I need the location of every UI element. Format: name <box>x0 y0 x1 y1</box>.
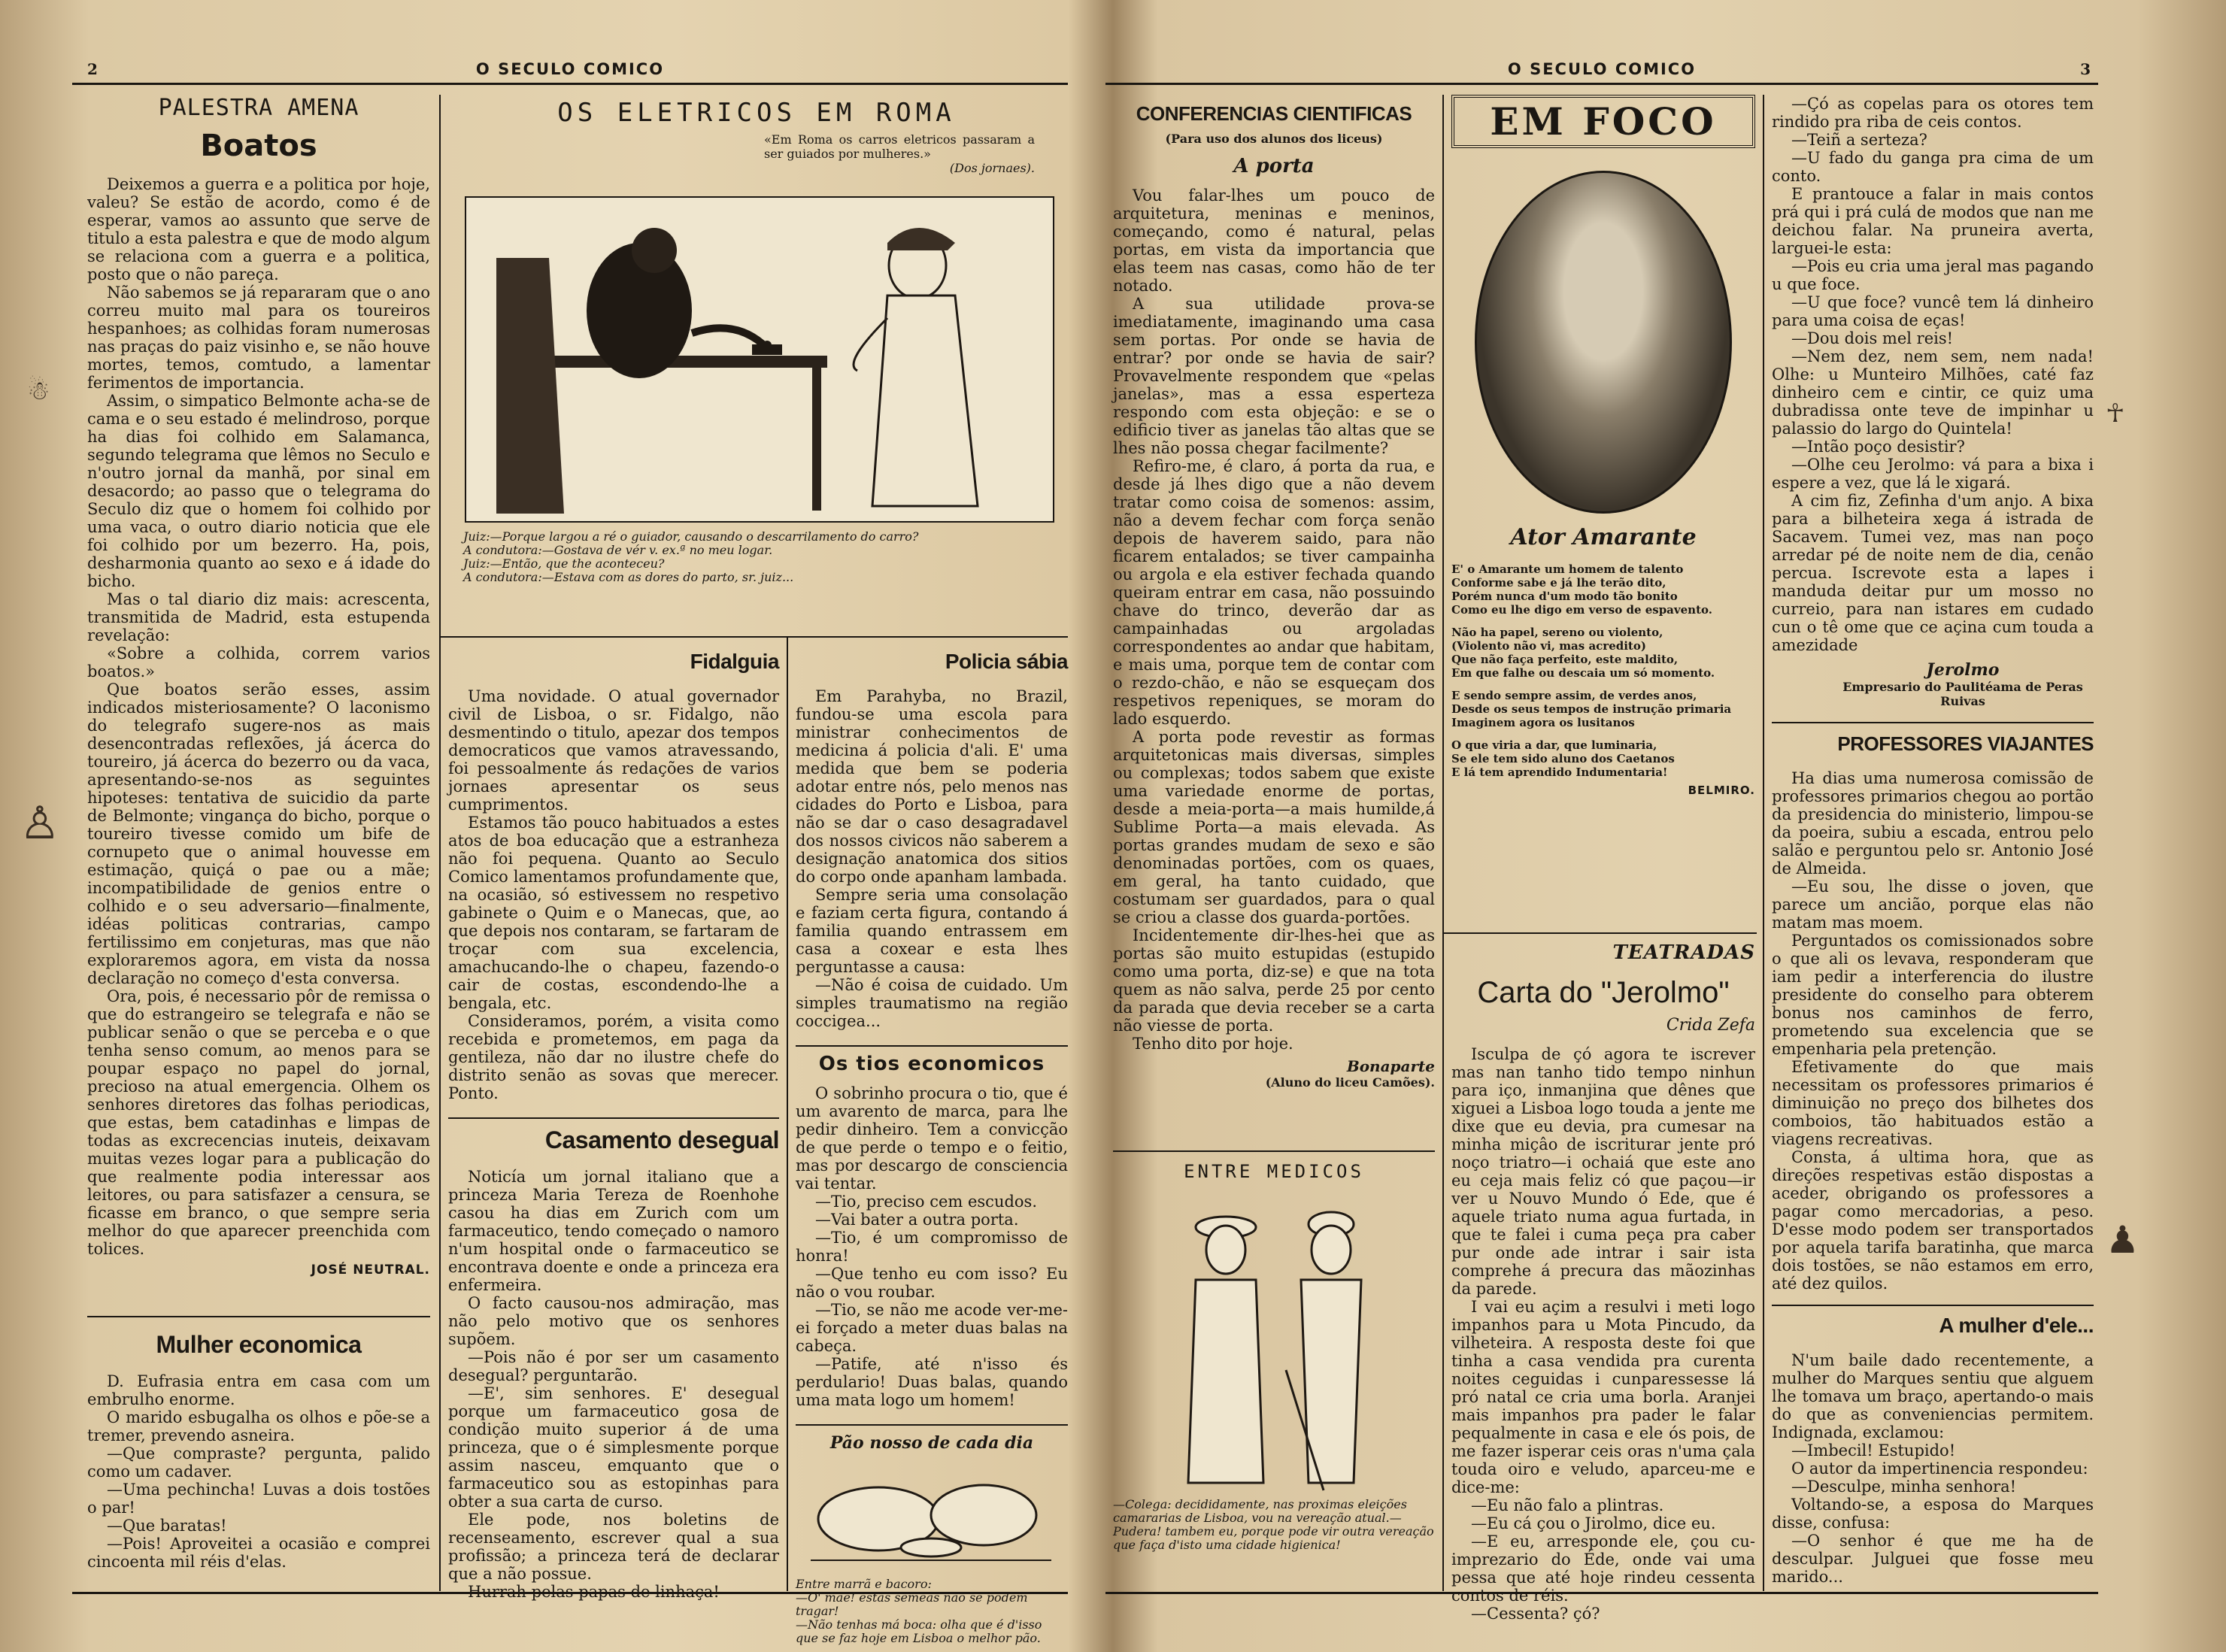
paragraph: —O senhor é que me ha de desculpar. Julguei que fosse meu marido... <box>1772 1532 2094 1586</box>
paragraph: —Eu não falo a plintras. <box>1471 1496 1664 1514</box>
paragraph: O facto causou-nos admiração, mas não pelo motivo que os senhores supõem. <box>448 1294 779 1348</box>
paragraph: —Teiñ a serteza? <box>1791 131 1927 149</box>
paragraph: Efetivamente do que mais necessitam os professores primarios é diminuição no preço dos bilhetes dos comboios, tão habituados estão a viagens recreativas. <box>1772 1058 2094 1148</box>
caption-line: —O' mãe! estas sêmeas não se podem tragar! <box>796 1590 1028 1618</box>
verse-line: Porém nunca d'um modo tão bonito <box>1451 590 1678 603</box>
quote: «Em Roma os carros eletricos passaram a ser guiados por mulheres.» <box>764 132 1035 161</box>
stanza-gap <box>1451 680 1755 689</box>
paragraph: Consta, á ultima hora, que as direções respetivas estão dispostas a aceder, obrigando os professores a pagar como mercadorias, a peso. D'esse modo podem ser transportados por aquela tarifa baratinha, que marca dois tostões, se não estamos em erro, até dez quilos. <box>1772 1148 2094 1293</box>
paragraph: —Desculpe, minha senhora! <box>1791 1478 2017 1496</box>
paragraph: Não sabemos se já repararam que o ano correu muito mal para os toureiros hespanhoes; as colhidas foram numerosas nas praças do paiz visinho e, se não houve mortes, temos, comtudo, a lamentar ferimentos de importancia. <box>87 283 430 392</box>
column-rule <box>1763 95 1764 1591</box>
signature-note: (Aluno do liceu Camões). <box>1265 1075 1435 1090</box>
paragraph: —Pois não é por ser um casamento desegual? perguntarão. <box>448 1348 779 1384</box>
article-body <box>796 687 1068 1030</box>
article-body <box>87 1372 430 1571</box>
article-body <box>1451 1045 1755 1623</box>
paragraph: —Pois! Aproveitei a ocasião e comprei cincoenta mil réis d'elas. <box>87 1535 430 1571</box>
paragraph: Noticía um jornal italiano que a princeza Maria Tereza de Roenhohe casou ha dias em Zurich com um farmaceutico, tendo começado o namoro n'um hospital onde o farmaceutico se encontrava doente e onde a princeza era enfermeira. <box>448 1168 779 1294</box>
pigs-illustration <box>796 1459 1068 1572</box>
margin-doodle-icon: ♟ <box>2106 1218 2140 1262</box>
article-body <box>1113 186 1435 1053</box>
paragraph: Deixemos a guerra e a politica por hoje, valeu? Se estão de acordo, como é de esperar, vamos ao assunto que serve de titulo a esta palestra e que de modo algum se relaciona com a guerra e a politica, posto que o não pareça. <box>87 175 430 283</box>
paragraph: A cim fiz, Zefinha d'um anjo. A bixa para a bilheteira xega á istrada de Sacavem. Tumei vez, mas nan poço arredar pé de noite nem de dia, cenão percua. Iscrevote esta a lapes i manduda deitar pur um mosso no curreio, para nan istares em cudado cun o tê ome que ce açina cum touda a amezidade <box>1772 492 2094 654</box>
article-title: CONFERENCIAS CIENTIFICAS <box>1136 102 1412 125</box>
paragraph: Tenho dito por hoje. <box>1133 1035 1293 1053</box>
caption-line: —Não tenhas má boca: olha que é d'isso que se faz hoje em Lisboa o melhor pão. <box>796 1617 1042 1645</box>
paragraph: —Que compraste? pergunta, palido como um cadaver. <box>87 1444 430 1481</box>
section-divider <box>796 1045 1068 1047</box>
paragraph: Uma novidade. O atual governador civil de Lisboa, o sr. Fidalgo, não desmentindo o titulo, apezar dos tempos democraticos que vamos atravessando, foi pessoalmente ás redações de varios jornaes apresentar os seus cumprimentos. <box>448 687 779 814</box>
article-body <box>87 175 430 1258</box>
stanza-gap <box>1451 617 1755 626</box>
verse-line: Em que falhe ou descaia um só momento. <box>1451 666 1715 680</box>
masthead: O SECULO COMICO <box>475 60 665 78</box>
section-divider <box>1442 932 1757 934</box>
article-title: Casamento desegual <box>544 1126 779 1153</box>
caption-line: Juiz:—Então, que the aconteceu? <box>463 556 665 571</box>
signature: JOSÉ NEUTRAL. <box>311 1262 430 1278</box>
article-title: Os tios economicos <box>818 1053 1045 1075</box>
entre-medicos-column <box>1113 1161 1435 1590</box>
paragraph: O autor da impertinencia respondeu: <box>1791 1460 2088 1478</box>
paragraph: Que boatos serão esses, assim indicados misteriosamente? O laconismo do telegrafo sugere-nos as mais desencontradas reflexões, já ácerca do toureiro, já ácerca do bezerro ou da vaca, apresentando-se-nos as seguintes hipoteses: tentativa de suicidio da parte de Belmonte; vingança do bicho, porque o toureiro tivesse comido um bife de cornupeto que o animal houvesse em estimação, quiçá o pae ou a mãe; incompatibilidade de genios entre o colhido e o seu adversario—finalmente, idéas politicas contrarias, campo fertilissimo em conjeturas, mas que não exploraremos agora, em vista da nossa declaração no começo d'esta conversa. <box>87 681 430 987</box>
cartoon-title: ENTRE MEDICOS <box>1184 1161 1364 1182</box>
verses <box>1451 562 1755 779</box>
paragraph: —Intão poço desistir? <box>1791 438 1965 456</box>
article-body <box>448 1168 779 1601</box>
verse-line: Não ha papel, sereno ou violento, <box>1451 626 1663 639</box>
page-number: 2 <box>87 60 98 78</box>
section-title: A porta <box>1233 155 1315 177</box>
paragraph: D. Eufrasia entra em casa com um embrulho enorme. <box>87 1372 430 1408</box>
paragraph: —Uma pechincha! Luvas a dois tostões o par! <box>87 1481 430 1517</box>
verse-line: Se ele tem sido aluno dos Caetanos <box>1451 752 1675 765</box>
judge-and-conductor-illustration <box>466 198 1053 521</box>
paragraph: Sempre seria uma consolação e faziam certa figura, contando á familia quando entrassem em casa a coxear e esta lhes perguntasse a causa: <box>796 886 1068 976</box>
margin-doodle-icon: ♙ <box>20 797 60 850</box>
paragraph: Estamos tão pouco habituados a estes atos de boa educação que a estranheza não foi pequena. Quanto ao Seculo Comico lamentamos profundamente que, na ocasião, só estivessem no respetivo gabinete o Quim e o Manecas, que, ao que depois nos contaram, se fartaram de troçar com sua excelencia, amachucando-lhe o chapeu, fazendo-o cair de costas, escondendo-lhe a bengala, etc. <box>448 814 779 1012</box>
caption-line: Juiz:—Porque largou a ré o guiador, causando o descarrilamento do carro? <box>463 529 919 544</box>
paragraph: Assim, o simpatico Belmonte acha-se de cama e o seu estado é melindroso, porque ha dias foi colhido em Salamanca, segundo telegrama que lêmos no Seculo e n'outro jornal da manhã, por sinal em desacordo; ao passo que o telegrama do Seculo diz que o homem foi colhido por uma vaca, o outro diario noticia que ele foi colhido por um bezerro. Ha, pois, desharmonia quanto ao sexo e á idade do bicho. <box>87 392 430 590</box>
section-divider <box>448 1117 779 1119</box>
quote-source: (Dos jornaes). <box>949 161 1035 175</box>
section-divider <box>1113 1150 1435 1152</box>
footer-rule <box>72 1592 1068 1594</box>
margin-doodle-icon: ☃ <box>27 376 50 406</box>
paragraph: —Pois eu cria uma jeral mas pagando u que foce. <box>1772 257 2094 293</box>
paragraph: Isculpa de çó agora te iscrever mas nan tanho tido tempo ninhun para iço, inmanjina que dênes que xiguei a Lisboa logo touda a jente me dixe que eu devia, pra cumesar na minha miçâo de iscriturar jente pró noço triatro—i ochaiá que este ano eu ceja mais feliz có que paçou—ir ver u Nouvo Mundo ó Ede, que é aquele triato numa agua furtada, in que te falei i cuma peça pra caber pur onde ade intrar i sair ista comprehe á precura das mãozinhas da parede. <box>1451 1045 1755 1298</box>
section-divider <box>1772 722 2094 723</box>
article-title: Policia sábia <box>945 650 1068 673</box>
paragraph: —Eu cá çou o Jirolmo, dice eu. <box>1471 1514 1716 1532</box>
fidalguia-column <box>448 644 779 1601</box>
article-title: A mulher d'ele... <box>1939 1314 2094 1337</box>
paragraph: O sobrinho procura o tio, que é um avarento de marca, para lhe pedir dinheiro. Tem a convicção de que perde o tempo e o feitio, mas por descargo de consciencia vai tentar. <box>796 1084 1068 1193</box>
policia-column <box>796 644 1068 1645</box>
stanza-gap <box>1451 729 1755 738</box>
paragraph: O marido esbugalha os olhos e põe-se a tremer, prevendo asneira. <box>87 1408 430 1444</box>
teatradas-column <box>1451 941 1755 1623</box>
paragraph: A sua utilidade prova-se imediatamente, imaginando uma casa sem portas. Por onde se havia de entrar? por onde se havia de sair? Provavelmente respondem que «pelas janelas», mas a essa esperteza respondo com esta objeção: e se o edificio tiver as janelas tão altas que se lhes não possa chegar facilmente? <box>1113 295 1435 457</box>
right-column <box>1772 95 2094 1591</box>
signature-note: Empresario do Paulitéama de Peras Ruivas <box>1842 680 2083 708</box>
paragraph: —Tio, preciso cem escudos. <box>815 1193 1038 1211</box>
signature: BELMIRO. <box>1688 784 1755 797</box>
paragraph: Perguntados os comissionados sobre o que ali os levava, responderam que iam pedir a interferencia do ilustre presidente do conselho para obterem bonus nos caminhos de ferro, prometendo sua excelencia que se empenharia pela pretenção. <box>1772 932 2094 1058</box>
article-title: Boatos <box>200 129 317 163</box>
article-body <box>796 1084 1068 1409</box>
paragraph: —Cessenta? çó? <box>1471 1605 1600 1623</box>
paragraph: —Vai bater a outra porta. <box>815 1211 1019 1229</box>
section-divider <box>439 636 1068 638</box>
paragraph: —U que foce? vuncê tem lá dinheiro para uma coisa de eças! <box>1772 293 2094 329</box>
column-rule <box>787 636 788 1591</box>
verse-line: (Violento não vi, mas acredito) <box>1451 639 1646 653</box>
actor-portrait <box>1475 171 1732 514</box>
article-title: Mulher economica <box>156 1331 362 1358</box>
section-divider <box>87 1316 430 1317</box>
verse-line: O que viria a dar, que luminaria, <box>1451 738 1657 752</box>
section-title: EM FOCO <box>1451 95 1755 148</box>
paragraph: —Imbecil! Estupido! <box>1791 1441 1956 1460</box>
paragraph: I vai eu açim a resulvi i meti logo impanhos para u Mota Pincudo, da vilheteira. A resposta deste foi que tinha a casa vendida pra curenta noites ceguidas i cunparessesse lá pró natal ce cria uma borla. Aranjei mais impanhos pra pader le falar pequalmente in casa e ele ós pois, de me fazer isperar ceis oras n'uma çala touda oiro e veludo, aparceu-me e dice-me: <box>1451 1298 1755 1496</box>
mulher-economica-column <box>87 1325 430 1596</box>
header-rule <box>72 83 1068 85</box>
paragraph: —Tio, se não me acode ver-me-ei forçado a meter duas balas na cabeça. <box>796 1301 1068 1355</box>
signature: Bonaparte <box>1346 1057 1435 1075</box>
article-title: Fidalguia <box>690 650 779 673</box>
paragraph: Voltando-se, a esposa do Marques disse, confusa: <box>1772 1496 2094 1532</box>
article-subtitle: (Para uso dos alunos dos liceus) <box>1165 132 1383 146</box>
masthead: O SECULO COMICO <box>1507 60 1697 78</box>
cartoon-caption: —Colega: decididamente, nas proximas eleições camararias de Lisboa, vou na vereação atual.—Pudera! tambem eu, porque pode vir outra vereação que faça d'isto uma cidade higienica! <box>1113 1497 1434 1552</box>
paragraph: —Nem dez, nem sem, nem nada! Olhe: u Munteiro Milhões, caté faz dinheiro cem e cintir, ce quiz uma dubradissa onte teve de impinhar u palassio do largo do Quintela! <box>1772 347 2094 438</box>
right-page <box>1105 45 2140 1628</box>
paragraph: Refiro-me, é claro, á porta da rua, e desde já lhes digo que a não devem tratar como coisa de somenos: assim, não a devem fechar com força senão depois de haverem saido, para não ficarem entalados; se tiver campainha ou argola e ela estiver fechada quando queiram entrar em casa, não possuindo chave do trinco, deverão dar as campainhadas ou argoladas correspondentes ao andar que habitam, e mais uma, porque tem de contar com o rezdo-chão, e não se esqueçam dos respetivos repeniques, se moram do lado esquerdo. <box>1113 457 1435 728</box>
article-title: Carta do "Jerolmo" <box>1477 976 1730 1009</box>
paragraph: —E', sim senhores. E' desegual porque um farmaceutico gosa de condição muito superior á de uma princeza, que o é simplesmente porque assim nasceu, emquanto que o farmaceutico sou as estopinhas para obter a sua carta de curso. <box>448 1384 779 1511</box>
caption-line: A condutora:—Estava com as dores do parto, sr. juiz... <box>463 570 794 584</box>
paragraph: —Olhe ceu Jerolmo: vá para a bixa i espere a vez, que lá le xigará. <box>1772 456 2094 492</box>
article-title: Pão nosso de cada dia <box>829 1433 1034 1453</box>
article-title: PROFESSORES VIAJANTES <box>1837 732 2094 755</box>
left-page <box>20 45 1068 1645</box>
verse-line: E lá tem aprendido Indumentaria! <box>1451 765 1668 779</box>
paragraph: Mas o tal diario diz mais: acrescenta, transmitida de Madrid, esta estupenda revelação: <box>87 590 430 644</box>
verse-line: Imaginem agora os lusitanos <box>1451 716 1635 729</box>
paragraph: —Dou dois mel reis! <box>1791 329 1954 347</box>
pigs-drawing <box>796 1459 1068 1572</box>
paragraph: Hurrah pelas papas de linhaça! <box>468 1583 720 1601</box>
eletricos-section <box>448 95 1065 636</box>
verse-line: Que não faça perfeito, este maldito, <box>1451 653 1679 666</box>
paragraph: E prantouce a falar in mais contos prá qui i prá culá de modos que nan me deichou falar. Na pruneira averta, larguei-le esta: <box>1772 185 2094 257</box>
paragraph: N'um baile dado recentemente, a mulher do Marques sentiu que alguem lhe tomava um braço, apertando-o mais do que as conveniencias permitem. Indignada, exclamou: <box>1772 1351 2094 1441</box>
paragraph: «Sobre a colhida, correm varios boatos.» <box>87 644 430 681</box>
article-body <box>1772 95 2094 654</box>
verse-line: Conforme sabe e já lhe terão dito, <box>1451 576 1666 590</box>
article-body <box>448 687 779 1102</box>
margin-doodle-icon: ☥ <box>2106 399 2125 429</box>
portrait-name: Ator Amarante <box>1510 524 1697 550</box>
signature: Jerolmo <box>1926 660 2000 680</box>
caption-line: Entre marrã e bacoro: <box>796 1577 932 1591</box>
cartoon-caption <box>463 530 1065 584</box>
verse-line: E' o Amarante um homem de talento <box>1451 562 1684 576</box>
section-kicker: TEATRADAS <box>1612 941 1755 964</box>
paragraph: —Que baratas! <box>107 1517 227 1535</box>
em-foco-column <box>1451 95 1755 922</box>
article-title: OS ELETRICOS EM ROMA <box>557 98 956 128</box>
paragraph: —Tio, é um compromisso de honra! <box>796 1229 1068 1265</box>
page-number: 3 <box>2080 60 2091 78</box>
paragraph: Ha dias uma numerosa comissão de professores primarios chegou ao portão da presidencia do ministerio, limpou-se da poeira, subiu a escada, entrou pelo salão e perguntou pelo sr. Antonio José de Almeida. <box>1772 769 2094 878</box>
footer-rule <box>1105 1592 2098 1594</box>
doctors-illustration <box>1113 1182 1435 1498</box>
paragraph: —E eu, arresponde ele, çou cu-imprezario do Éde, onde vai uma pessa que até hoje rindeu cessenta contos de réis. <box>1451 1532 1755 1605</box>
paragraph: —Eu sou, lhe disse o joven, que parece um ancião, porque elas não matam mas moem. <box>1772 878 2094 932</box>
section-kicker: PALESTRA AMENA <box>158 95 359 121</box>
paragraph: Ora, pois, é necessario pôr de remissa o que do estrangeiro se telegrafa e não se publicar senão o que se perceba e o que tenha senso comum, ao menos para se poupar espaço no papel do jornal, precioso na atual emergencia. Olhem os senhores diretores das folhas periodicas, que estas, bem catadinhas e limpas de todas as excrecencias inuteis, deixavam muitas vezes logar para a publicação do que realmente podia interessar aos leitores, ou para satisfazer a censura, se ficasse em branco, o que sempre seria melhor do que aparecer preenchida com tolices. <box>87 987 430 1258</box>
conferencias-column <box>1113 95 1435 1155</box>
paragraph: Incidentemente dir-lhes-hei que as portas são muito estupidas (estupido como uma porta, diz-se) e que na tota quem as não salva, perde 25 por cento da parada que devia receber se a carta não viesse de porta. <box>1113 926 1435 1035</box>
paragraph: —U fado du ganga pra cima de um conto. <box>1772 149 2094 185</box>
paragraph: Consideramos, porém, a visita como recebida e prometemos, em paga da gentileza, não dar no ilustre chefe do distrito senão as sovas que merecer. Ponto. <box>448 1012 779 1102</box>
doctors-drawing <box>1113 1182 1435 1498</box>
section-divider <box>796 1424 1068 1426</box>
paragraph: —Não é coisa de cuidado. Um simples traumatismo na região coccigea... <box>796 976 1068 1030</box>
tram-cartoon <box>465 196 1054 523</box>
column-rule <box>1442 95 1444 1591</box>
section-divider <box>1772 1305 2094 1306</box>
paragraph: A porta pode revestir as formas arquitetonicas mais diversas, simples ou complexas; todos sabem que existe uma variedade enorme de portas, desde a meia-porta—a mais humilde,á Sublime Porta—a mais elevada. As portas grandes mudam de sexo e são denominadas portões, com os quaes, em geral, ha tanto cuidado, que costumam ser guardados, para o qual se criou a classe dos guarda-portões. <box>1113 728 1435 926</box>
paragraph: —Que tenho eu com isso? Eu não o vou roubar. <box>796 1265 1068 1301</box>
article-body <box>1772 1351 2094 1586</box>
column-rule <box>439 95 441 1591</box>
article-body <box>1772 769 2094 1293</box>
paragraph: Em Parahyba, no Brazil, fundou-se uma escola para ministrar conhecimentos de medicina á policia d'ali. E' uma medida que bem se poderia adotar entre nós, pelo menos nas cidades do Porto e Lisboa, para não se dar o caso desagradavel dos nossos civicos não saberem a designação anatomica dos sitios do corpo onde apanham lambada. <box>796 687 1068 886</box>
paragraph: —Çó as copelas para os otores tem rindido pra riba de ceis contos. <box>1772 95 2094 131</box>
verse-line: E sendo sempre assim, de verdes anos, <box>1451 689 1697 702</box>
verse-line: Desde os seus tempos de instrução primaria <box>1451 702 1732 716</box>
verse-line: Como eu lhe digo em verso de espavento. <box>1451 603 1712 617</box>
header-rule <box>1105 83 2098 85</box>
caption-line: A condutora:—Gostava de vér v. ex.ª no meu logar. <box>463 543 773 557</box>
paragraph: Ele pode, nos boletins de recenseamento, escrever qual a sua profissão; a princeza terá de declarar que a não possue. <box>448 1511 779 1583</box>
paragraph: —Patife, até n'isso és perdulario! Duas balas, quando uma mata logo um homem! <box>796 1355 1068 1409</box>
byline: Crida Zefa <box>1666 1016 1755 1035</box>
paragraph: Vou falar-lhes um pouco de arquitetura, meninas e meninos, começando, como é natural, pelas portas, em vista da importancia que elas teem nas casas, como hão de ter notado. <box>1113 186 1435 295</box>
cartoon-caption <box>796 1578 1068 1645</box>
